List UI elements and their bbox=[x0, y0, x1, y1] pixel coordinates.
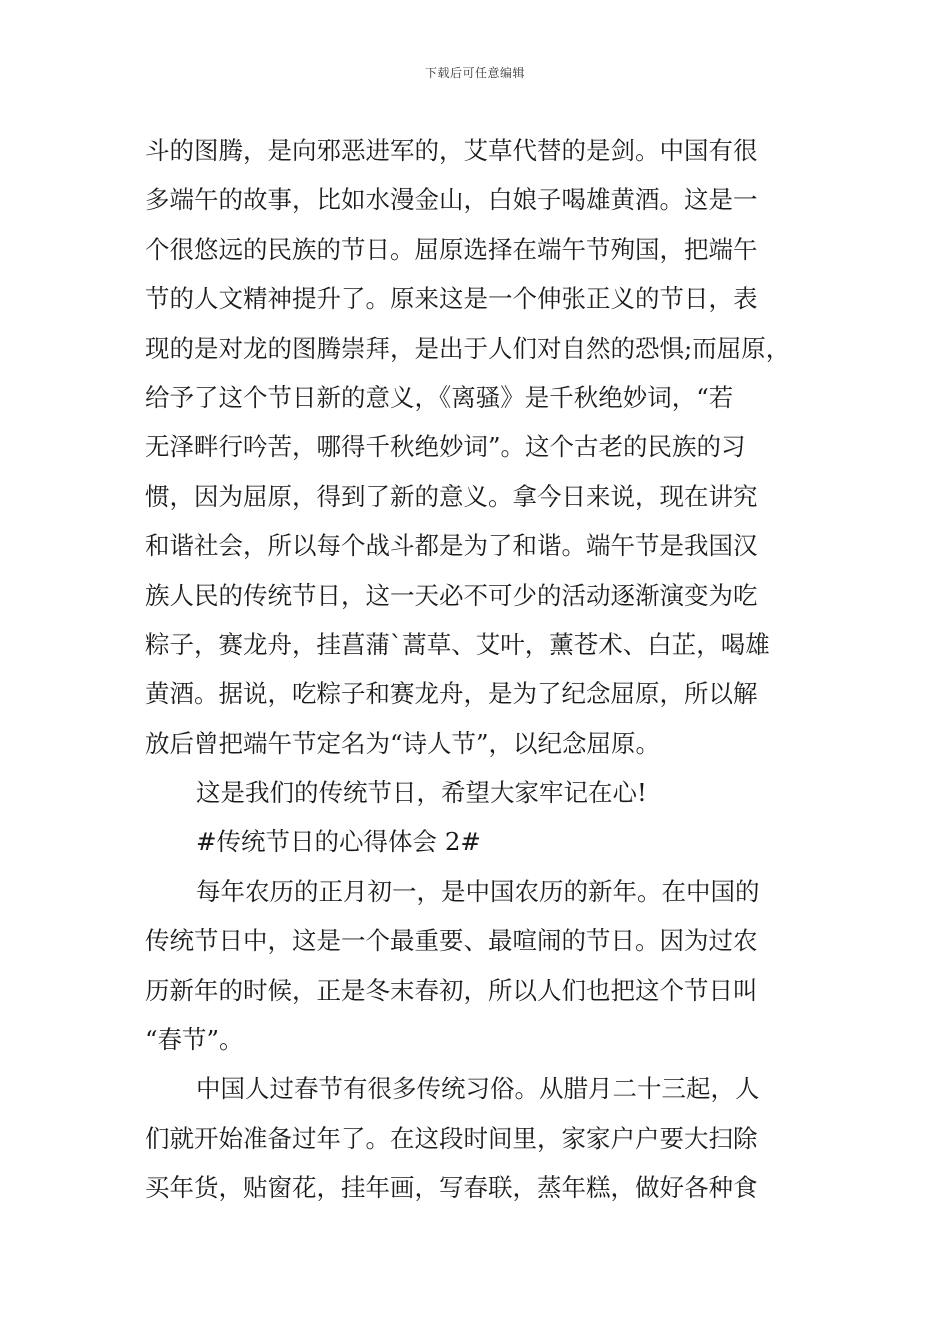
text-line: 放后曾把端午节定名为“诗人节”，以纪念屈原。 bbox=[145, 728, 661, 758]
text-line: 历新年的时候，正是冬末春初，所以人们也把这个节日叫 bbox=[145, 975, 758, 1005]
document-body bbox=[145, 126, 810, 1213]
text-line: 每年农历的正月初一，是中国农历的新年。在中国的 bbox=[196, 876, 760, 906]
text-line: 惯，因为屈原，得到了新的意义。拿今日来说，现在讲究 bbox=[145, 481, 758, 511]
section-heading: #传统节日的心得体会 2# bbox=[196, 827, 481, 857]
text-line: 中国人过春节有很多传统习俗。从腊月二十三起，人 bbox=[196, 1074, 760, 1104]
text-line: 节的人文精神提升了。原来这是一个伸张正义的节日，表 bbox=[145, 284, 758, 314]
text-line: 现的是对龙的图腾崇拜，是出于人们对自然的恐惧;而屈原， bbox=[145, 333, 791, 363]
text-line: 黄酒。据说，吃粽子和赛龙舟，是为了纪念屈原，所以解 bbox=[145, 679, 758, 709]
text-line: 给予了这个节日新的意义，《离骚》是千秋绝妙词，“若 bbox=[145, 382, 734, 412]
text-line: 传统节日中，这是一个最重要、最喧闹的节日。因为过农 bbox=[145, 926, 758, 956]
page-header: 下载后可任意编辑 bbox=[424, 66, 525, 80]
text-line: 多端午的故事，比如水漫金山，白娘子喝雄黄酒。这是一 bbox=[145, 185, 758, 215]
text-line: 和谐社会，所以每个战斗都是为了和谐。端午节是我国汉 bbox=[145, 531, 758, 561]
text-line: 斗的图腾，是向邪恶进军的，艾草代替的是剑。中国有很 bbox=[145, 136, 758, 165]
text-line: “春节”。 bbox=[145, 1025, 244, 1055]
text-line: 个很悠远的民族的节日。屈原选择在端午节殉国，把端午 bbox=[145, 234, 758, 264]
text-line: 无泽畔行吟苦，哪得千秋绝妙词”。这个古老的民族的习 bbox=[145, 432, 746, 462]
text-line: 们就开始准备过年了。在这段时间里，家家户户要大扫除 bbox=[145, 1123, 758, 1153]
text-line: 族人民的传统节日，这一天必不可少的活动逐渐演变为吃 bbox=[145, 580, 758, 610]
text-line: 这是我们的传统节日，希望大家牢记在心! bbox=[196, 778, 647, 808]
text-line: 买年货，贴窗花，挂年画，写春联，蒸年糕，做好各种食 bbox=[145, 1173, 758, 1203]
text-line: 粽子，赛龙舟，挂菖蒲`蒿草、艾叶，薰苍术、白芷，喝雄 bbox=[145, 629, 770, 659]
